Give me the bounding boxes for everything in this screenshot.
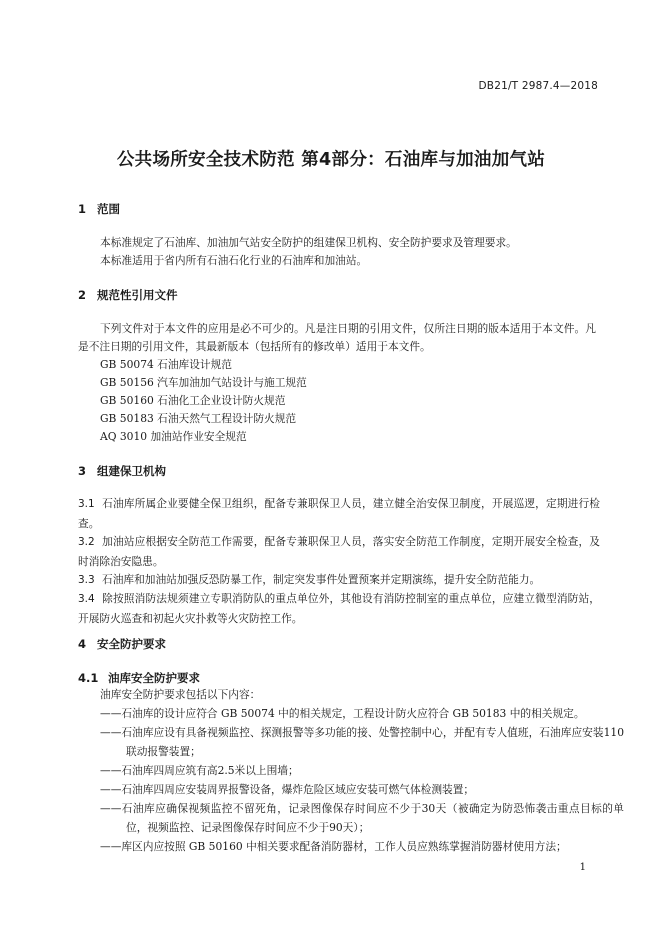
section-heading — [78, 201, 120, 217]
section-title: 安全防护要求 — [97, 637, 166, 651]
paragraph: 下列文件对于本文件的应用是必不可少的。凡是注日期的引用文件，仅所注日期的版本适用于本文件。凡是不注日期的引用文件，其最新版本（包括所有的修改单）适用于本文件。 — [78, 322, 596, 353]
list-item: ——石油库应确保视频监控不留死角，记录图像保存时间应不少于30天（被确定为防恐怖袭击重点目标的单位，视频监控、记录图像保存时间应不少于90天）； — [100, 802, 624, 834]
clause — [78, 589, 600, 628]
section-heading — [78, 287, 178, 303]
subsection-title: 油库安全防护要求 — [108, 671, 200, 685]
clause — [78, 570, 600, 590]
list-item: ——石油库四周应筑有高2.5米以上围墙； — [100, 764, 299, 777]
section-number: 2 — [78, 288, 87, 302]
section-number: 1 — [78, 202, 87, 216]
paragraph: 本标准规定了石油库、加油加气站安全防护的组建保卫机构、安全防护要求及管理要求。 — [100, 236, 517, 249]
list-item: ——石油库四周应安装周界报警设备，爆炸危险区域应安装可燃气体检测装置； — [100, 783, 475, 796]
clause-number: 3.1 — [78, 498, 95, 510]
clause-number: 3.4 — [78, 593, 95, 605]
clause-text: 加油站应根据安全防范工作需要，配备专兼职保卫人员，落实安全防范工作制度，定期开展安全检查，及时消除治安隐患。 — [78, 535, 600, 568]
section-number: 3 — [78, 464, 87, 478]
list-item: ——石油库的设计应符合 GB 50074 中的相关规定，工程设计防火应符合 GB 50183 中的相关规定。 — [100, 707, 585, 720]
section-heading — [78, 463, 166, 479]
clause-text: 石油库所属企业要健全保卫组织，配备专兼职保卫人员，建立健全治安保卫制度，开展巡逻，定期进行检查。 — [78, 497, 600, 530]
clause — [78, 532, 600, 571]
section-title: 组建保卫机构 — [97, 464, 166, 478]
clause-number: 3.2 — [78, 536, 95, 548]
reference-item: GB 50156 汽车加油加气站设计与施工规范 — [100, 376, 307, 389]
clause-text: 石油库和加油站加强反恐防暴工作，制定突发事件处置预案并定期演练，提升安全防范能力。 — [102, 573, 541, 586]
section-title: 范围 — [97, 202, 120, 216]
section-heading — [78, 636, 166, 652]
list-item: ——库区内应按照 GB 50160 中相关要求配备消防器材，工作人员应熟练掌握消防器材使用方法； — [100, 840, 567, 853]
paragraph: 本标准适用于省内所有石油石化行业的石油库和加油站。 — [100, 254, 368, 267]
section-title: 规范性引用文件 — [97, 288, 178, 302]
page-number: 1 — [579, 862, 586, 873]
subsection-heading — [78, 670, 200, 686]
clause-text: 除按照消防法规须建立专职消防队的重点单位外，其他设有消防控制室的重点单位，应建立微型消防站，开展防火巡查和初起火灾扑救等火灾防控工作。 — [78, 592, 600, 625]
document-code: DB21/T 2987.4—2018 — [478, 80, 598, 92]
subsection-number: 4.1 — [78, 671, 99, 685]
clause-number: 3.3 — [78, 574, 95, 586]
reference-item: GB 50074 石油库设计规范 — [100, 358, 232, 371]
clause — [78, 494, 600, 533]
reference-item: GB 50183 石油天然气工程设计防火规范 — [100, 412, 297, 425]
section-number: 4 — [78, 637, 87, 651]
reference-item: GB 50160 石油化工企业设计防火规范 — [100, 394, 286, 407]
list-item: ——石油库应设有具备视频监控、探测报警等多功能的接、处警控制中心，并配有专人值班，石油库应安装110联动报警装置； — [100, 726, 624, 758]
reference-item: AQ 3010 加油站作业安全规范 — [100, 430, 247, 443]
paragraph: 油库安全防护要求包括以下内容： — [100, 688, 261, 701]
document-title: 公共场所安全技术防范 第4部分：石油库与加油加气站 — [116, 150, 546, 170]
